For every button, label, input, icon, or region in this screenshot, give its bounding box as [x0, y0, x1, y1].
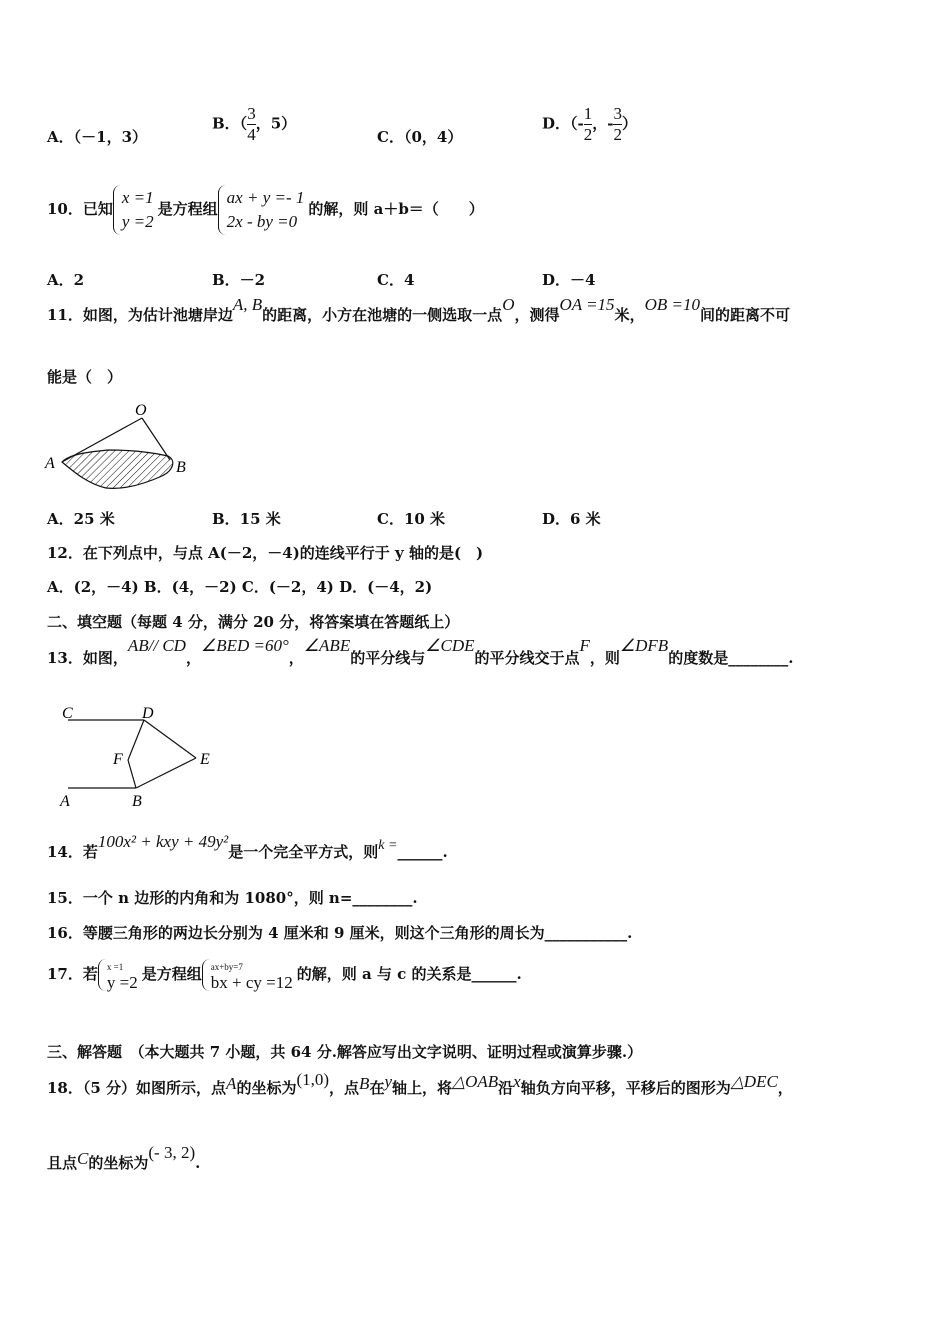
section-3-heading: 三、解答题 （本大题共 7 小题，共 64 分.解答应写出文字说明、证明过程或演算步骤.） [47, 1043, 643, 1061]
pond-shape [62, 450, 173, 488]
q11-option-a: A．25 米 [47, 510, 115, 528]
q11-option-c: C．10 米 [377, 510, 446, 528]
q14-stem: 14．若100x² + kxy + 49y²是一个完全平方式，则k =______. [47, 832, 448, 861]
q10-option-d: D．－4 [542, 271, 596, 289]
segment-df [128, 720, 144, 760]
q18-stem-continued: 且点C的坐标为(- 3, 2). [47, 1143, 201, 1172]
q10-option-a: A．2 [47, 271, 85, 289]
q11-stem-continued: 能是（ ） [47, 368, 123, 386]
label-e: E [200, 751, 210, 768]
label-a: A [45, 455, 55, 472]
q12-options: A．(2，－4) B．(4，－2) C．(－2，4) D．(－4，2) [47, 578, 433, 596]
label-o: O [135, 402, 147, 419]
q9-option-c: C．（0，4） [377, 128, 463, 146]
q10-stem: 10．已知 x =1 y =2 是方程组 ax + y =- 1 2x - by =0 的解，则 a＋b＝（ ） [47, 185, 484, 235]
q13-stem: 13．如图，AB// CD，∠BED =60°，∠ABE的平分线与∠CDE的平分线交于点F，则∠DFB的度数是________. [47, 636, 794, 667]
q10-option-c: C．4 [377, 271, 415, 289]
q11-option-d: D．6 米 [542, 510, 601, 528]
q16-stem: 16．等腰三角形的两边长分别为 4 厘米和 9 厘米，则这个三角形的周长为___________. [47, 924, 633, 942]
q9-option-d: D．（- $\frac{1}{2}$ ，- $\frac{3}{2}$ ） [542, 104, 637, 144]
q15-stem: 15．一个 n 边形的内角和为 1080°，则 n=________. [47, 889, 418, 907]
pond-figure [40, 398, 200, 498]
segment-fb [128, 760, 136, 788]
q11-stem: 11．如图，为估计池塘岸边A, B的距离，小方在池塘的一侧选取一点O，测得OA =15米，OB =10间的距离不可 [47, 295, 790, 324]
q10-option-b: B．－2 [212, 271, 266, 289]
q12-stem: 12．在下列点中，与点 A(－2，－4)的连线平行于 y 轴的是( ) [47, 544, 484, 562]
q17-stem: 17．若 x =1 y =2 是方程组 ax+by=7 bx + cy =12 的解，则 a 与 c 的关系是______. [47, 959, 522, 991]
parallel-lines-figure [50, 700, 225, 815]
section-2-heading: 二、填空题（每题 4 分，满分 20 分，将答案填在答题纸上） [47, 613, 460, 631]
q18-stem: 18．（5 分）如图所示，点A的坐标为(1,0)，点B在y轴上，将△OAB沿x轴负方向平移，平移后的图形为△DEC， [47, 1070, 793, 1097]
label-f: F [113, 751, 123, 768]
q11-option-b: B．15 米 [212, 510, 281, 528]
q9-option-b: B．（ $\frac{3}{4}$ ，5） [212, 104, 297, 144]
label-b: B [176, 459, 186, 476]
q9-option-a: A．（－1，3） [47, 128, 148, 146]
label-b: B [132, 793, 142, 810]
label-c: C [62, 705, 73, 722]
segment-de [144, 720, 196, 758]
label-a: A [60, 793, 70, 810]
segment-be [136, 758, 196, 788]
label-d: D [142, 705, 154, 722]
